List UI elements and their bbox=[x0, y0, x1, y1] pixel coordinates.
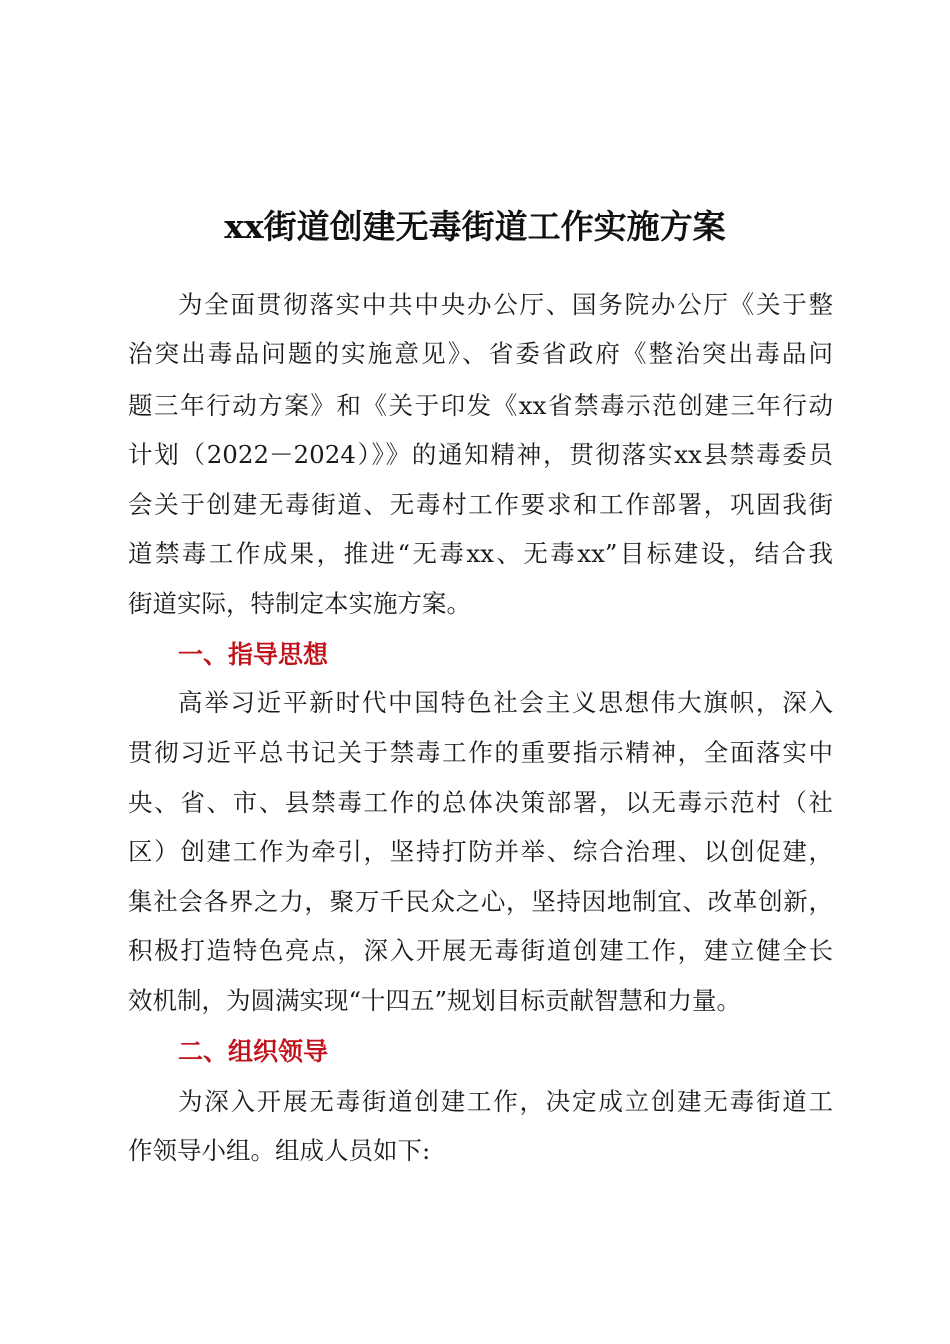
document-title: xx街道创建无毒街道工作实施方案 bbox=[224, 207, 726, 246]
paragraph-line: 集社会各界之力，聚万千民众之心，坚持因地制宜、改革创新， bbox=[128, 887, 833, 916]
paragraph-line: 效机制，为圆满实现“十四五”规划目标贡献智慧和力量。 bbox=[128, 986, 742, 1015]
paragraph-line: 题三年行动方案》和《关于印发《xx省禁毒示范创建三年行动 bbox=[128, 391, 833, 420]
paragraph-line: 为全面贯彻落实中共中央办公厅、国务院办公厅《关于整 bbox=[178, 290, 833, 319]
section-heading-organization: 二、组织领导 bbox=[178, 1037, 329, 1066]
paragraph-line: 为深入开展无毒街道创建工作，决定成立创建无毒街道工 bbox=[178, 1087, 833, 1116]
paragraph-line: 作领导小组。组成人员如下: bbox=[128, 1136, 431, 1165]
paragraph-line: 会关于创建无毒街道、无毒村工作要求和工作部署，巩固我街 bbox=[128, 490, 833, 519]
paragraph-line: 道禁毒工作成果，推进“无毒xx、无毒xx”目标建设，结合我 bbox=[128, 539, 833, 568]
paragraph-line: 央、省、市、县禁毒工作的总体决策部署，以无毒示范村（社 bbox=[128, 788, 833, 817]
paragraph-line: 积极打造特色亮点，深入开展无毒街道创建工作，建立健全长 bbox=[128, 936, 833, 965]
paragraph-line: 计划（2022－2024）》》的通知精神，贯彻落实xx县禁毒委员 bbox=[128, 440, 833, 469]
section-heading-guiding-ideology: 一、指导思想 bbox=[178, 640, 329, 669]
paragraph-line: 高举习近平新时代中国特色社会主义思想伟大旗帜，深入 bbox=[178, 688, 833, 717]
paragraph-line: 贯彻习近平总书记关于禁毒工作的重要指示精神，全面落实中 bbox=[128, 738, 833, 767]
paragraph-line: 街道实际，特制定本实施方案。 bbox=[128, 589, 471, 618]
paragraph-line: 治突出毒品问题的实施意见》、省委省政府《整治突出毒品问 bbox=[128, 339, 833, 368]
paragraph-line: 区）创建工作为牵引，坚持打防并举、综合治理、以创促建， bbox=[128, 837, 833, 866]
